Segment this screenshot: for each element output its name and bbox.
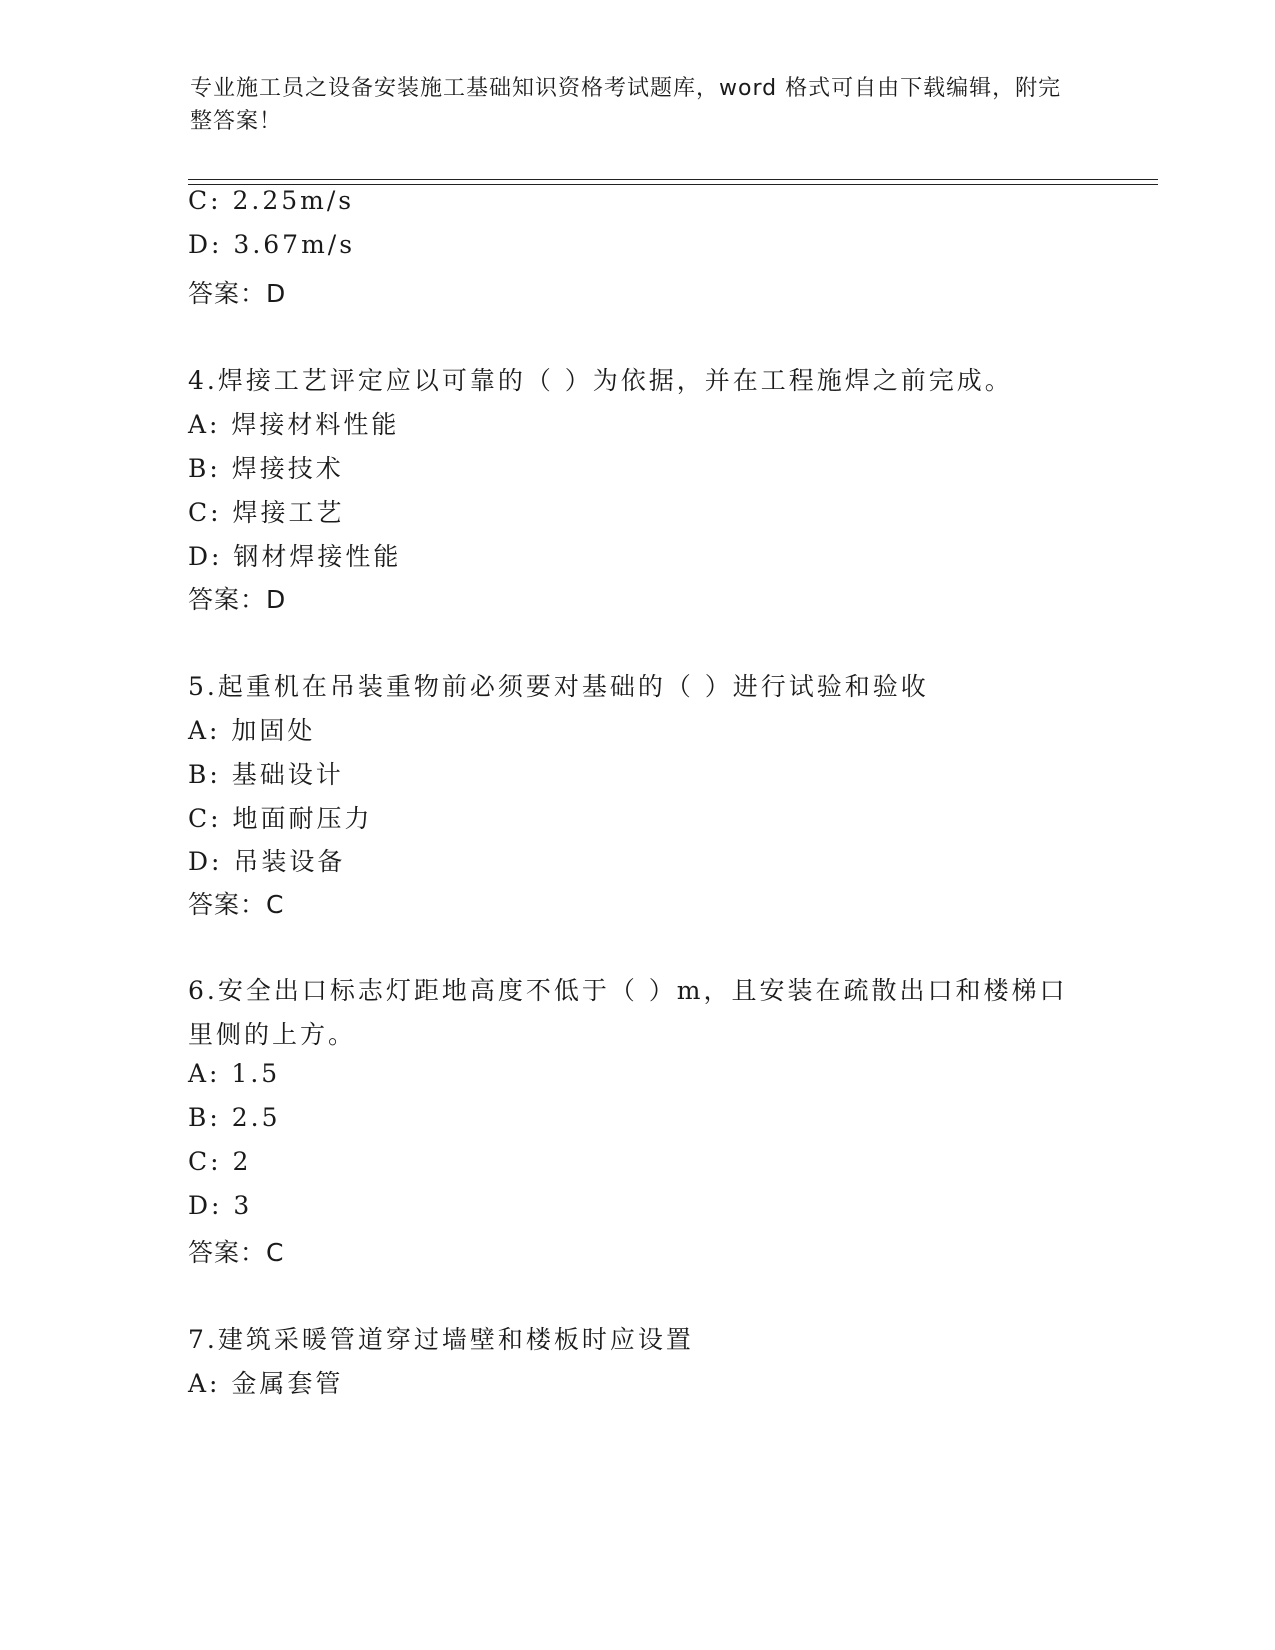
q4-stem: 4.焊接工艺评定应以可靠的（ ）为依据，并在工程施焊之前完成。	[188, 366, 1013, 395]
q4-option-a: A: 焊接材料性能	[188, 410, 400, 439]
q5-option-a: A: 加固处	[188, 716, 316, 745]
q6-option-d: D: 3	[188, 1191, 253, 1220]
prev-option-c: C: 2.25m/s	[188, 186, 355, 215]
q6-option-a: A: 1.5	[188, 1059, 281, 1088]
q4-option-b: B: 焊接技术	[188, 454, 344, 483]
q6-option-b: B: 2.5	[188, 1103, 281, 1132]
prev-option-d: D: 3.67m/s	[188, 230, 356, 259]
prev-answer: 答案：D	[188, 279, 287, 308]
q4-answer: 答案：D	[188, 585, 287, 614]
q7-stem: 7.建筑采暖管道穿过墙壁和楼板时应设置	[188, 1325, 694, 1354]
q4-option-c: C: 焊接工艺	[188, 498, 345, 527]
q5-option-b: B: 基础设计	[188, 760, 344, 789]
q7-option-a: A: 金属套管	[188, 1369, 344, 1398]
document-header: 专业施工员之设备安装施工基础知识资格考试题库，word 格式可自由下载编辑，附完整答案！	[190, 76, 1062, 134]
header-divider-bottom	[188, 184, 1158, 185]
q6-stem: 6.安全出口标志灯距地高度不低于（ ）m，且安装在疏散出口和楼梯口里侧的上方。	[188, 976, 1068, 1049]
header-divider-top	[188, 179, 1158, 180]
q6-option-c: C: 2	[188, 1147, 252, 1176]
q5-answer: 答案：C	[188, 890, 285, 919]
q6-answer: 答案：C	[188, 1238, 285, 1267]
q5-option-d: D: 吊装设备	[188, 847, 346, 876]
q5-stem: 5.起重机在吊装重物前必须要对基础的（ ）进行试验和验收	[188, 672, 929, 701]
q4-option-d: D: 钢材焊接性能	[188, 542, 402, 571]
q5-option-c: C: 地面耐压力	[188, 804, 373, 833]
